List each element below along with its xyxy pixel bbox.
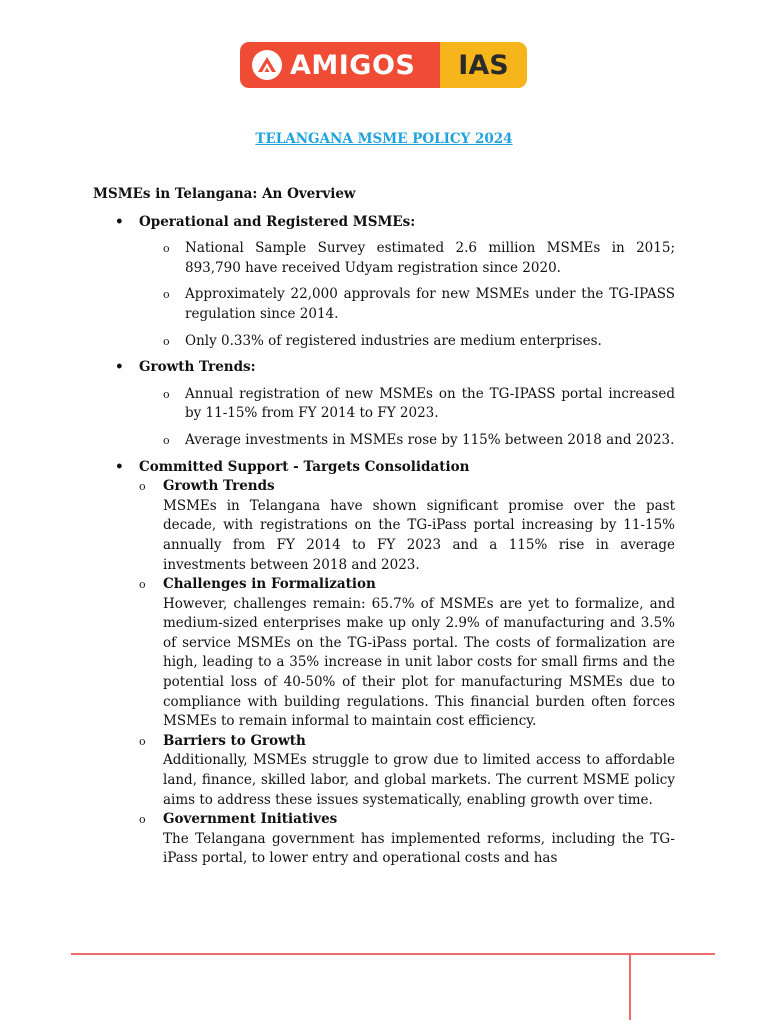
paragraph: The Telangana government has implemented reforms, including the TG-iPass portal, to lower entry and operational costs and has — [163, 830, 675, 867]
logo-yellow-panel — [440, 42, 527, 88]
logo-mountain-icon — [252, 50, 282, 80]
committed-item-challenges — [93, 575, 675, 732]
list-item: o Average investments in MSMEs rose by 115% between 2018 and 2023. — [93, 431, 675, 451]
committed-item-growth — [93, 477, 675, 575]
overview-heading: MSMEs in Telangana: An Overview — [93, 186, 356, 202]
list-item: o National Sample Survey estimated 2.6 million MSMEs in 2015; 893,790 have received Udyam registration since 2020. — [93, 239, 675, 278]
document-body — [93, 185, 675, 869]
subheading: o Barriers to Growth — [163, 732, 306, 749]
paragraph: Additionally, MSMEs struggle to grow due to limited access to affordable land, finance, skilled labor, and global markets. The current MSME policy aims to address these issues systematically, enabling growth over time. — [163, 752, 675, 808]
footer-vertical-divider — [629, 955, 631, 1020]
subheading: o Growth Trends — [163, 478, 275, 495]
paragraph: However, challenges remain: 65.7% of MSMEs are yet to formalize, and medium-sized enterprises make up only 2.9% of manufacturing and 3.5% of service MSMEs on the TG-iPass portal. The costs of formalization are high, leading to a 35% increase in unit labor costs for small firms and the potential loss of 40-50% of their plot for manufacturing MSMEs due to compliance with building regulations. This financial burden often forces MSMEs to remain informal to maintain cost efficiency. — [163, 595, 675, 730]
logo-red-panel — [240, 42, 440, 88]
list-item: o Annual registration of new MSMEs on the TG-IPASS portal increased by 11-15% from FY 2014 to FY 2023. — [93, 385, 675, 424]
section-heading-operational: • Operational and Registered MSMEs: — [93, 213, 675, 233]
logo-text-amigos: AMIGOS — [290, 49, 416, 81]
committed-item-barriers — [93, 732, 675, 810]
paragraph: MSMEs in Telangana have shown significant promise over the past decade, with registrations on the TG-iPass portal increasing by 11-15% annually from FY 2014 to FY 2023 and a 115% rise in average investments between 2018 and 2023. — [163, 497, 675, 573]
subheading: o Challenges in Formalization — [163, 576, 376, 593]
list-item: o Approximately 22,000 approvals for new MSMEs under the TG-IPASS regulation since 2014. — [93, 285, 675, 324]
amigos-ias-logo — [240, 42, 527, 88]
footer-divider — [71, 953, 715, 955]
committed-item-government — [93, 810, 675, 869]
document-title: TELANGANA MSME POLICY 2024 — [255, 131, 513, 147]
subheading: o Government Initiatives — [163, 811, 338, 828]
list-item: o Only 0.33% of registered industries are medium enterprises. — [93, 332, 675, 352]
section-heading-committed: • Committed Support - Targets Consolidation — [93, 458, 675, 478]
logo-text-ias: IAS — [458, 49, 509, 81]
section-heading-growth: • Growth Trends: — [93, 358, 675, 378]
